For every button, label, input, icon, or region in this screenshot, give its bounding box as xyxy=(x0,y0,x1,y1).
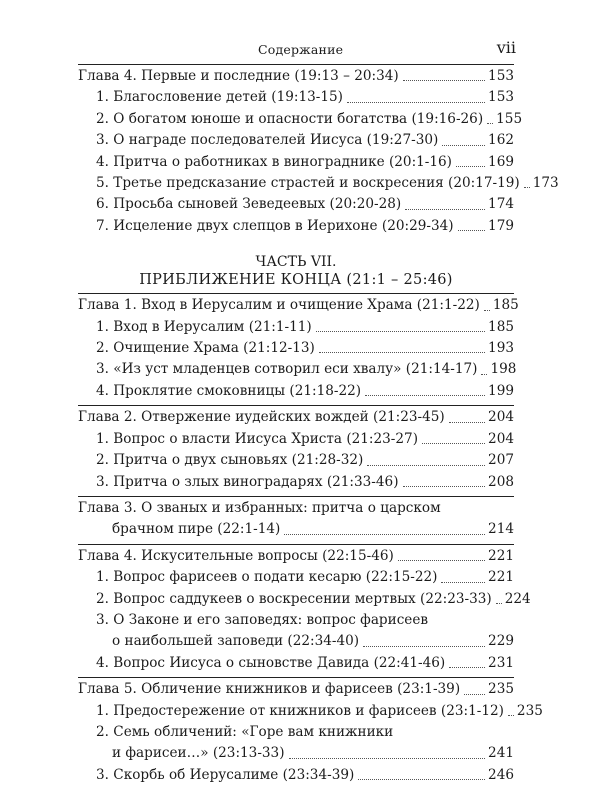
running-head-title: Содержание xyxy=(258,42,344,57)
toc-chapter-entry[interactable] xyxy=(78,519,514,540)
toc-chapter-2 xyxy=(78,405,514,493)
toc-chapter-4-questions xyxy=(78,544,531,674)
entry-page: 208 xyxy=(488,473,514,490)
toc-chapter-entry[interactable] xyxy=(78,66,514,87)
leader-dots xyxy=(524,187,530,188)
entry-title: о наибольшей заповеди (22:34-40) xyxy=(112,633,360,650)
leader-dots xyxy=(316,331,485,332)
entry-page: 204 xyxy=(488,409,514,426)
entry-title: 1. Предостережение от книжников и фарисеев (23:1-12) xyxy=(96,702,504,719)
entry-title: Глава 5. Обличение книжников и фарисеев (23:1-39) xyxy=(78,681,461,698)
leader-dots xyxy=(496,603,502,604)
entry-page: 241 xyxy=(488,745,514,762)
toc-chapter-entry[interactable] xyxy=(78,407,514,428)
entry-page: 207 xyxy=(488,452,514,469)
toc-subentry[interactable] xyxy=(78,653,514,674)
entry-title: Глава 2. Отвержение иудейских вождей (21:23-45) xyxy=(78,409,445,426)
leader-dots xyxy=(441,582,485,583)
entry-title: 5. Третье предсказание страстей и воскресения (20:17-19) xyxy=(96,175,520,192)
toc-subentry[interactable] xyxy=(78,338,514,359)
toc-chapter-entry[interactable] xyxy=(78,546,514,567)
entry-page: 174 xyxy=(488,196,514,213)
entry-title: 3. «Из уст младенцев сотворил еси хвалу» (21:14-17) xyxy=(96,361,478,378)
entry-page: 162 xyxy=(488,132,514,149)
leader-dots xyxy=(487,123,493,124)
entry-page: 231 xyxy=(488,654,514,671)
toc-subentry[interactable] xyxy=(78,567,514,588)
toc-subentry[interactable] xyxy=(78,87,514,108)
toc-subentry[interactable] xyxy=(78,631,514,652)
leader-dots xyxy=(449,422,485,423)
toc-subentry-title-line[interactable]: 3. О Законе и его заповедях: вопрос фарисеев xyxy=(96,611,429,628)
toc-chapter-entry[interactable] xyxy=(78,679,514,700)
entry-page: 229 xyxy=(488,633,514,650)
leader-dots xyxy=(365,395,485,396)
entry-page: 235 xyxy=(516,702,543,719)
entry-title: брачном пире (22:1-14) xyxy=(112,521,281,538)
leader-dots xyxy=(289,758,486,759)
leader-dots xyxy=(403,80,485,81)
entry-title: 2. Очищение Храма (21:12-13) xyxy=(96,340,315,357)
running-head xyxy=(0,38,600,60)
entry-title: 2. Притча о двух сыновьях (21:28-32) xyxy=(96,452,364,469)
leader-dots xyxy=(398,560,485,561)
leader-dots xyxy=(464,694,485,695)
toc-chapter-4-first-last xyxy=(78,64,559,237)
toc-subentry[interactable] xyxy=(78,381,514,402)
leader-dots xyxy=(484,310,490,311)
entry-page: 221 xyxy=(488,569,514,586)
toc-subentry[interactable] xyxy=(78,472,514,493)
entry-title: 3. Притча о злых виноградарях (21:33-46) xyxy=(96,473,399,490)
entry-page: 221 xyxy=(488,547,514,564)
part-number: ЧАСТЬ VII. xyxy=(255,254,337,271)
entry-title: Глава 4. Искусительные вопросы (22:15-46) xyxy=(78,547,394,564)
table-of-contents xyxy=(78,64,559,786)
leader-dots xyxy=(442,145,485,146)
toc-chapter-5 xyxy=(78,677,543,786)
entry-title: 1. Благословение детей (19:13-15) xyxy=(96,89,343,106)
entry-title: 3. О награде последователей Иисуса (19:27-30) xyxy=(96,132,439,149)
entry-title: 4. Притча о работниках в винограднике (20:1-16) xyxy=(96,153,452,170)
entry-page: 204 xyxy=(488,430,514,447)
entry-page: 224 xyxy=(504,590,531,607)
toc-subentry[interactable] xyxy=(78,130,514,151)
part-heading xyxy=(78,253,514,289)
entry-page: 155 xyxy=(496,110,523,127)
entry-page: 246 xyxy=(488,766,514,783)
leader-dots xyxy=(367,465,485,466)
toc-subentry[interactable] xyxy=(78,194,514,215)
entry-title: 4. Вопрос Иисуса о сыновстве Давида (22:41-46) xyxy=(96,654,446,671)
toc-subentry[interactable] xyxy=(78,429,514,450)
leader-dots xyxy=(449,667,485,668)
leader-dots xyxy=(358,779,485,780)
toc-chapter-3 xyxy=(78,496,514,541)
toc-subentry[interactable] xyxy=(78,173,559,194)
leader-dots xyxy=(422,443,485,444)
entry-title: 2. О богатом юноше и опасности богатства (19:16-26) xyxy=(96,110,484,127)
toc-subentry-title-line[interactable]: 2. Семь обличений: «Горе вам книжники xyxy=(96,723,394,740)
entry-title: 1. Вход в Иерусалим (21:1-11) xyxy=(96,318,312,335)
entry-title: 7. Исцеление двух слепцов в Иерихоне (20:29-34) xyxy=(96,217,454,234)
toc-subentry[interactable] xyxy=(78,152,514,173)
leader-dots xyxy=(405,209,485,210)
entry-title: и фарисеи…» (23:13-33) xyxy=(112,745,285,762)
entry-title: Глава 1. Вход в Иерусалим и очищение Храма (21:1-22) xyxy=(78,297,480,314)
entry-page: 193 xyxy=(488,340,514,357)
entry-title: 1. Вопрос о власти Иисуса Христа (21:23-27) xyxy=(96,430,418,447)
toc-chapter-title-line[interactable]: Глава 3. О званых и избранных: притча о царском xyxy=(78,499,441,516)
toc-subentry[interactable] xyxy=(78,701,543,722)
toc-chapter-1 xyxy=(78,293,519,402)
entry-page: 153 xyxy=(488,89,514,106)
leader-dots xyxy=(319,352,485,353)
toc-chapter-entry[interactable] xyxy=(78,295,519,316)
entry-title: 2. Вопрос саддукеев о воскресении мертвых (22:23-33) xyxy=(96,590,492,607)
leader-dots xyxy=(347,102,485,103)
leader-dots xyxy=(403,486,486,487)
entry-page: 198 xyxy=(490,361,517,378)
leader-dots xyxy=(456,166,485,167)
leader-dots xyxy=(508,715,514,716)
toc-subentry[interactable] xyxy=(78,216,514,237)
entry-page: 185 xyxy=(492,297,519,314)
entry-page: 169 xyxy=(488,153,514,170)
entry-title: 3. Скорбь об Иерусалиме (23:34-39) xyxy=(96,766,355,783)
leader-dots xyxy=(363,646,485,647)
toc-subentry[interactable] xyxy=(78,450,514,471)
entry-title: 1. Вопрос фарисеев о подати кесарю (22:15-22) xyxy=(96,569,438,586)
entry-title: 4. Проклятие смоковницы (21:18-22) xyxy=(96,382,362,399)
leader-dots xyxy=(284,534,485,535)
toc-subentry[interactable] xyxy=(78,109,523,130)
leader-dots xyxy=(481,374,487,375)
toc-subentry[interactable] xyxy=(78,359,517,380)
toc-subentry[interactable] xyxy=(78,743,514,764)
toc-subentry[interactable] xyxy=(78,765,514,786)
entry-page: 199 xyxy=(488,382,514,399)
entry-page: 173 xyxy=(532,175,559,192)
entry-page: 214 xyxy=(488,521,514,538)
part-title: ПРИБЛИЖЕНИЕ КОНЦА (21:1 – 25:46) xyxy=(139,272,453,289)
entry-title: 6. Просьба сыновей Зеведеевых (20:20-28) xyxy=(96,196,402,213)
entry-page: 185 xyxy=(488,318,514,335)
entry-title: Глава 4. Первые и последние (19:13 – 20:34) xyxy=(78,68,399,84)
toc-subentry[interactable] xyxy=(78,589,531,610)
entry-page: 153 xyxy=(488,68,514,84)
entry-page: 179 xyxy=(488,217,514,234)
entry-page: 235 xyxy=(488,681,514,698)
leader-dots xyxy=(458,230,485,231)
running-head-page-number: vii xyxy=(496,38,516,57)
toc-subentry[interactable] xyxy=(78,317,514,338)
